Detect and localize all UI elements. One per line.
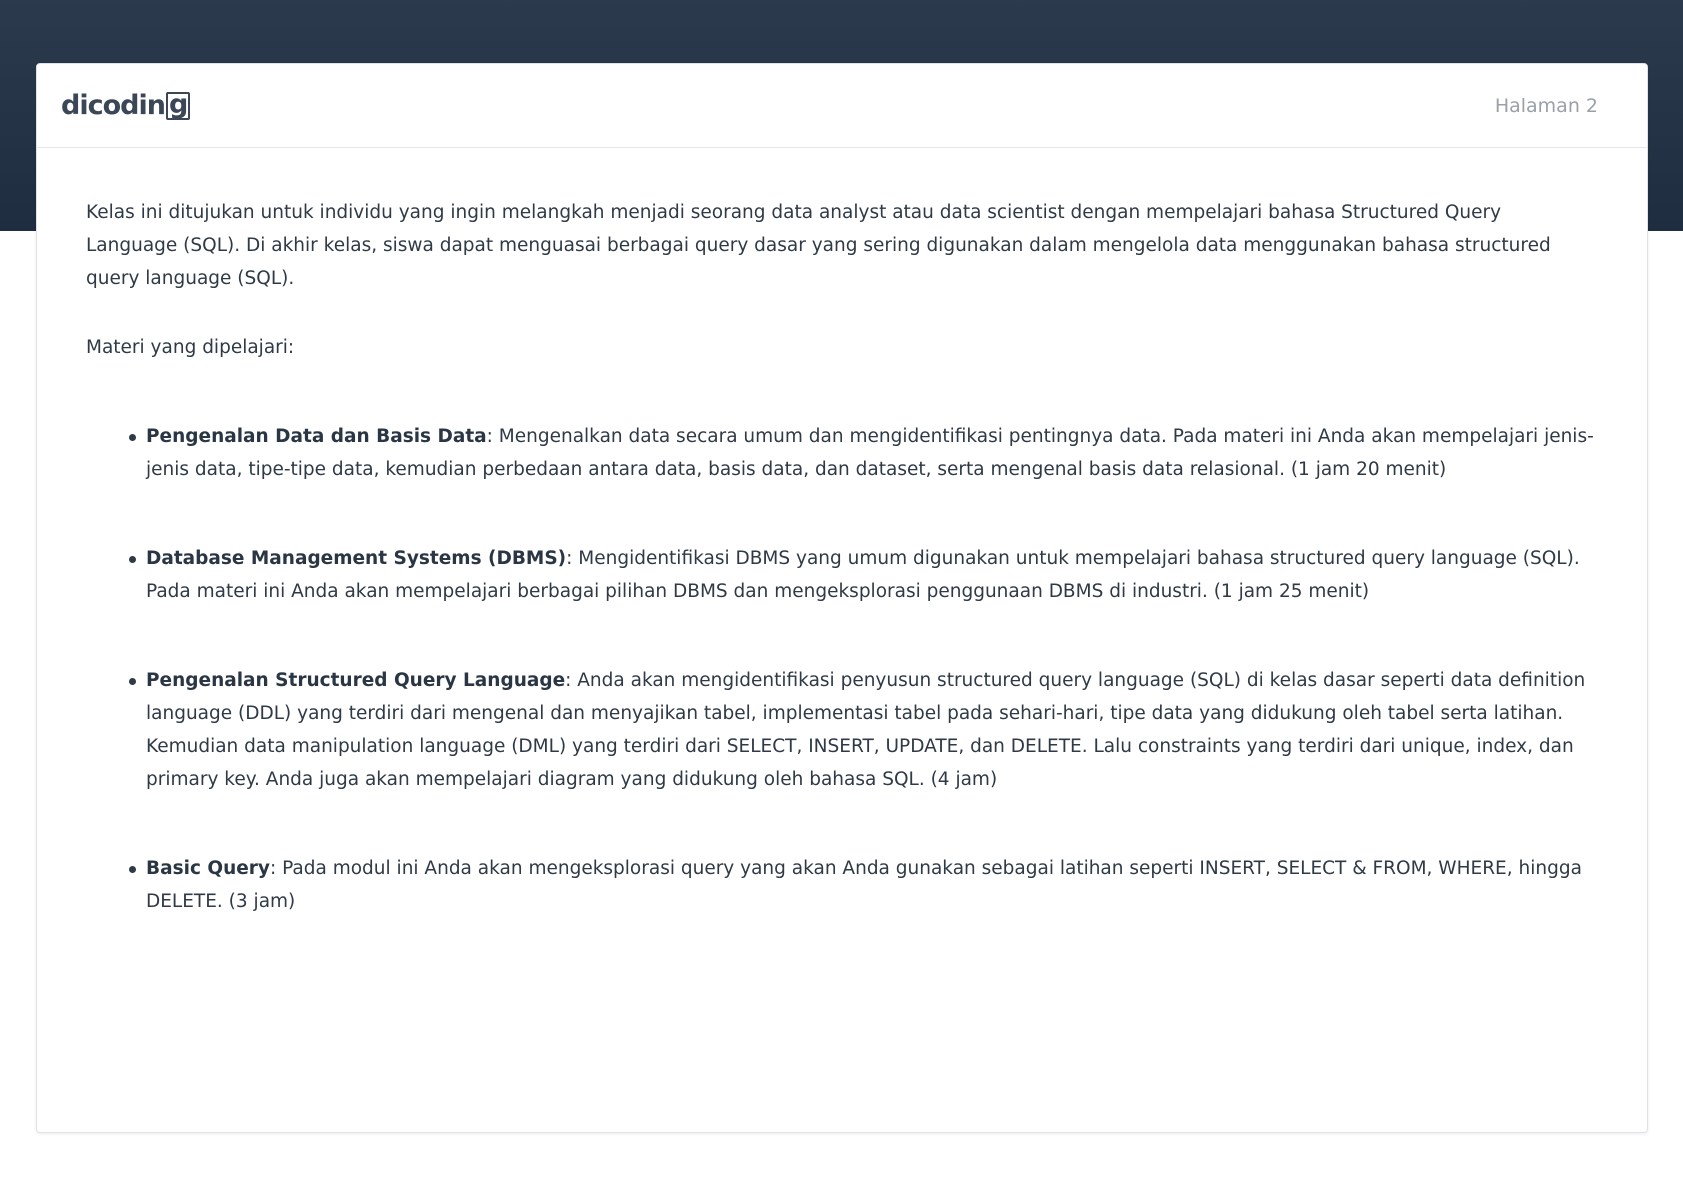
- topic-title: Basic Query: [146, 858, 270, 879]
- card-header: [37, 64, 1647, 148]
- page-number-label: Halaman 2: [1494, 94, 1598, 117]
- topic-description: : Mengenalkan data secara umum dan mengidentifikasi pentingnya data. Pada materi ini Anda akan mempelajari jenis-jenis data, tipe-tipe data, kemudian perbedaan antara data, basis data, dan dataset, serta mengenal basis data relasional. (1 jam 20 menit): [146, 426, 1594, 480]
- topic-description: : Pada modul ini Anda akan mengeksplorasi query yang akan Anda gunakan sebagai latihan seperti INSERT, SELECT & FROM, WHERE, hingga DELETE. (3 jam): [146, 858, 1582, 912]
- topic-title: Pengenalan Data dan Basis Data: [146, 426, 487, 447]
- topic-title: Pengenalan Structured Query Language: [146, 670, 566, 691]
- topic-description: : Mengidentifikasi DBMS yang umum digunakan untuk mempelajari bahasa structured query language (SQL). Pada materi ini Anda akan mempelajari berbagai pilihan DBMS dan mengeksplorasi penggunaan DBMS di industri. (1 jam 25 menit): [146, 548, 1580, 602]
- document-body: [37, 148, 1647, 918]
- list-item: [146, 542, 1598, 608]
- topic-title: Database Management Systems (DBMS): [146, 548, 567, 569]
- intro-paragraph: Kelas ini ditujukan untuk individu yang ingin melangkah menjadi seorang data analyst atau data scientist dengan mempelajari bahasa Structured Query Language (SQL). Di akhir kelas, siswa dapat menguasai berbagai query dasar yang sering digunakan dalam mengelola data menggunakan bahasa structured query language (SQL).: [86, 202, 1551, 289]
- logo-text: dicodin: [61, 90, 165, 121]
- list-item: [146, 664, 1598, 796]
- document-card: [36, 63, 1648, 1133]
- list-item: [146, 852, 1598, 918]
- dicoding-logo: [61, 88, 190, 121]
- logo-box-letter: g: [166, 92, 190, 120]
- materi-heading: Materi yang dipelajari:: [86, 337, 295, 358]
- topic-list: [86, 420, 1598, 918]
- list-item: [146, 420, 1598, 486]
- topic-description: : Anda akan mengidentifikasi penyusun structured query language (SQL) di kelas dasar seperti data definition language (DDL) yang terdiri dari mengenal dan menyajikan tabel, implementasi tabel pada sehari-hari, tipe data yang didukung oleh tabel serta latihan. Kemudian data manipulation language (DML) yang terdiri dari SELECT, INSERT, UPDATE, dan DELETE. Lalu constraints yang terdiri dari unique, index, dan primary key. Anda juga akan mempelajari diagram yang didukung oleh bahasa SQL. (4 jam): [146, 670, 1586, 790]
